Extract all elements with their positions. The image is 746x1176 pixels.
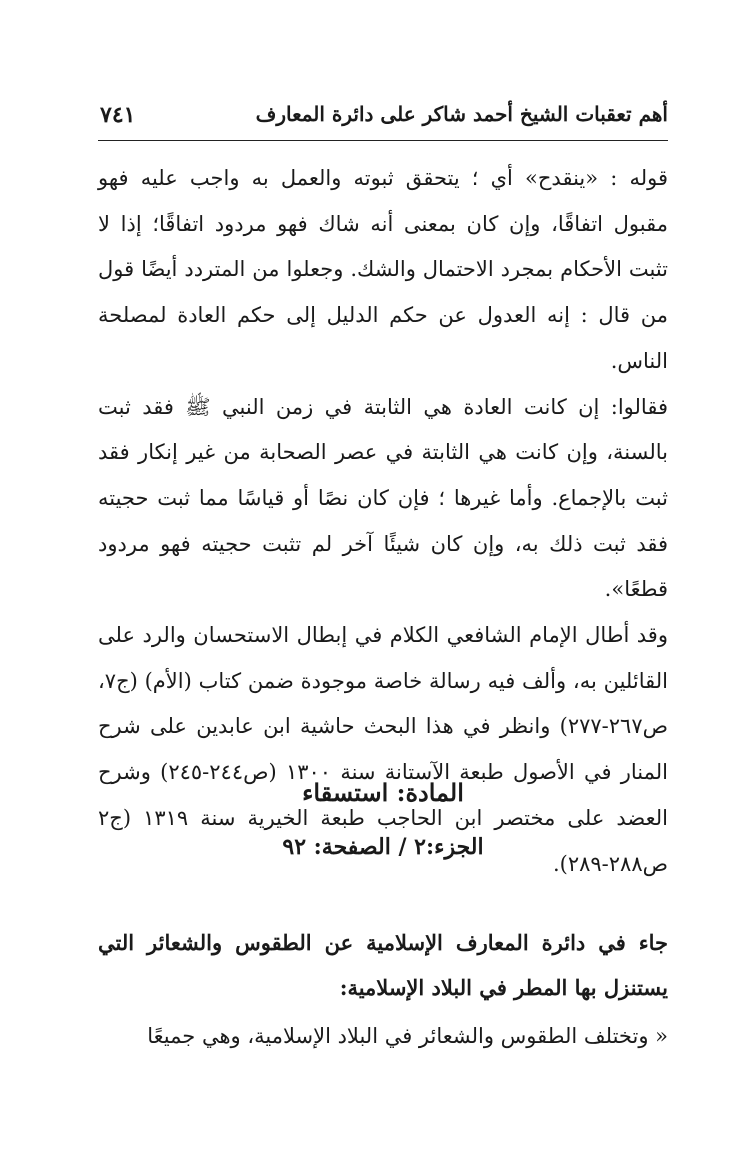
header-rule bbox=[98, 140, 668, 141]
running-header bbox=[98, 98, 668, 134]
header-title: أهم تعقبات الشيخ أحمد شاكر على دائرة المعارف bbox=[255, 102, 668, 126]
section-reference: الجزء:٢ / الصفحة: ٩٢ bbox=[282, 834, 484, 860]
intro-text: جاء في دائرة المعارف الإسلامية عن الطقوس والشعائر التي يستنزل بها المطر في البلاد الإسلامية: bbox=[98, 930, 668, 1000]
paragraph: قوله : «ينقدح» أي ؛ يتحقق ثبوته والعمل به واجب عليه فهو مقبول اتفاقًا، وإن كان بمعنى أنه شاك فهو مردود اتفاقًا؛ إذا لا تثبت الأحكام بمجرد الاحتمال والشك. وجعلوا من المتردد أيضًا قول من قال : إنه العدول عن حكم الدليل إلى حكم العادة لمصلحة الناس. bbox=[98, 166, 668, 373]
quote-text: « وتختلف الطقوس والشعائر في البلاد الإسلامية، وهي جميعًا bbox=[147, 1024, 668, 1048]
section-heading: المادة: استسقاء bbox=[302, 778, 464, 807]
page-number: ٧٤١ bbox=[100, 102, 136, 128]
paragraph: فقالوا: إن كانت العادة هي الثابتة في زمن النبي ﷺ فقد ثبت بالسنة، وإن كانت هي الثابتة في عصر الصحابة من غير إنكار فقد ثبت بالإجماع. وأما غيرها ؛ فإن كان نصًا أو قياسًا مما ثبت حجيته فقد ثبت ذلك به، وإن كان شيئًا آخر لم تثبت حجيته فهو مردود قطعًا». bbox=[98, 394, 668, 602]
quote-paragraph bbox=[98, 1016, 668, 1056]
intro-paragraph bbox=[98, 920, 668, 1010]
paragraph: وقد أطال الإمام الشافعي الكلام في إبطال الاستحسان والرد على القائلين به، وألف فيه رسالة خاصة موجودة ضمن كتاب (الأم) (ج٧، ص٢٦٧-٢٧٧) وانظر في هذا البحث حاشية ابن عابدين على شرح المنار في الأصول طبعة الآستانة سنة ١٣٠٠ (ص٢٤٤-٢٤٥) وشرح العضد على مختصر ابن الحاجب طبعة الخيرية سنة ١٣١٩ (ج٢ ص٢٨٨-٢٨٩). bbox=[98, 623, 668, 876]
